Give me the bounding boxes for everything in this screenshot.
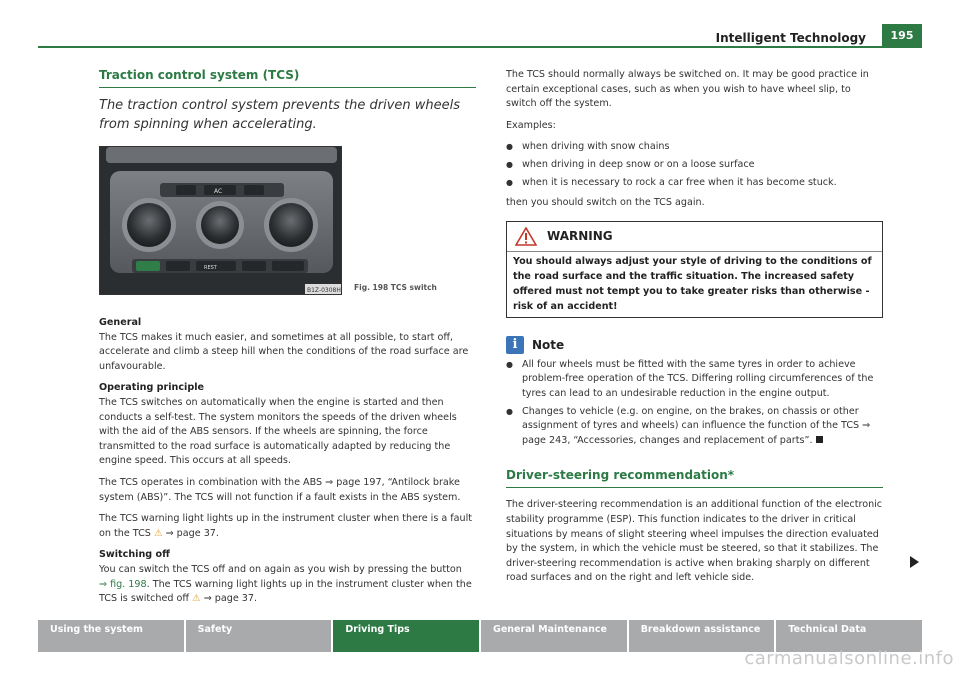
operating-principle-heading: Operating principle bbox=[99, 382, 205, 394]
warning-box bbox=[506, 221, 883, 318]
tcs-switch-photo bbox=[99, 146, 342, 295]
tab-safety[interactable]: Safety bbox=[186, 620, 332, 652]
section-title-dsr: Driver-steering recommendation* bbox=[506, 468, 883, 488]
tcs-warning-light-icon: ⚠ bbox=[153, 527, 163, 539]
abs-paragraph: The TCS operates in combination with the ABS ⇒ page 197, “Antilock brake system (ABS)”. The TCS will not function if a fault exists in the ABS system. bbox=[99, 476, 461, 503]
next-page-arrow-icon[interactable] bbox=[910, 556, 919, 568]
warning-triangle-icon bbox=[515, 227, 537, 246]
tab-breakdown-assistance[interactable]: Breakdown assistance bbox=[629, 620, 775, 652]
watermark: carmanualsonline.info bbox=[744, 648, 954, 669]
temperature-knob-left bbox=[127, 203, 171, 247]
tab-using-the-system[interactable]: Using the system bbox=[38, 620, 184, 652]
list-item: ● when it is necessary to rock a car free when it has become stuck. bbox=[506, 176, 883, 191]
fan-knob bbox=[201, 206, 239, 244]
temperature-knob-right bbox=[269, 203, 313, 247]
page-37-link-2[interactable]: ⇒ page 37. bbox=[200, 593, 258, 605]
note-list bbox=[506, 358, 883, 449]
list-item: ● when driving in deep snow or on a loose surface bbox=[506, 158, 883, 173]
figure-198 bbox=[99, 146, 476, 295]
intro-text: The TCS should normally always be switched on. It may be good practice in certain exceptional cases, such as when you wish to have wheel slip, to switch off the system. bbox=[506, 69, 869, 110]
figure-caption: Fig. 198 TCS switch bbox=[354, 283, 437, 292]
warning-title: WARNING bbox=[547, 229, 613, 244]
page-number: 195 bbox=[882, 24, 922, 46]
fig-198-link[interactable]: ⇒ fig. 198 bbox=[99, 578, 147, 590]
tcs-off-light-icon: ⚠ bbox=[192, 593, 201, 605]
section-lead: The traction control system prevents the driven wheels from spinning when accelerating. bbox=[99, 98, 461, 132]
ac-label: AC bbox=[214, 188, 223, 195]
info-icon: i bbox=[506, 336, 524, 354]
climate-panel-image bbox=[100, 147, 342, 295]
list-item: ● All four wheels must be fitted with the same tyres in order to achieve problem-free operation of the TCS. Differing rolling circumferences of the tyres can lead to an undesirable reduction in the engine output. bbox=[506, 358, 883, 402]
tcs-switch-button bbox=[136, 261, 160, 271]
section-title-tcs: Traction control system (TCS) bbox=[99, 68, 476, 88]
list-item: ● when driving with snow chains bbox=[506, 140, 883, 155]
abs-page-link[interactable]: ⇒ page 197, “Antilock brake system (ABS)”. The TCS will not function if a fault exists in the ABS system. bbox=[99, 476, 461, 503]
page-header bbox=[38, 28, 922, 48]
end-of-section-mark bbox=[816, 436, 823, 443]
list-item: ● Changes to vehicle (e.g. on engine, on the brakes, on chassis or other assignment of tyres and wheels) can influence the function of the TCS ⇒ page 243, “Accessories, changes and replacement of parts”. bbox=[506, 405, 883, 449]
warning-light-paragraph: The TCS warning light lights up in the instrument cluster when there is a fault on the TCS ⚠ ⇒ page 37. bbox=[99, 513, 473, 539]
operating-principle-text: The TCS switches on automatically when the engine is started and then conducts a self-test. The system monitors the speeds of the driven wheels with the aid of the ABS sensors. If the wheels are spinning, the force transmitted to the road surface is automatically adapted by reducing the engine speed. This occurs at all speeds. bbox=[99, 396, 457, 467]
examples-list bbox=[506, 140, 883, 190]
figure-code: B1Z-0308H bbox=[307, 287, 341, 294]
examples-label: Examples: bbox=[506, 119, 556, 131]
tab-technical-data[interactable]: Technical Data bbox=[776, 620, 922, 652]
switching-off-text: You can switch the TCS off and on again as you wish by pressing the button ⇒ fig. 198. The TCS warning light lights up in the instrument cluster when the TCS is switched off ⚠ ⇒ page 37. bbox=[99, 563, 472, 605]
dsr-text: The driver-steering recommendation is an additional function of the electronic stability programme (ESP). This function indicates to the driver in critical situations by means of slight steering wheel impulses the direction evaluated by the system, in which the vehicle must be steered, so that it stabilizes. The driver-steering recommendation is active when braking sharply on different road surfaces and on the right and left vehicle side. bbox=[506, 499, 883, 584]
page-37-link[interactable]: ⇒ page 37. bbox=[162, 527, 219, 539]
warning-text: You should always adjust your style of driving to the conditions of the road surface and the traffic situation. The increased safety offered must not tempt you to take greater risks than otherwise - risk of an accident! bbox=[513, 255, 872, 312]
left-column bbox=[99, 68, 476, 614]
rest-label: REST bbox=[204, 265, 217, 271]
general-text: The TCS makes it much easier, and sometimes at all possible, to start off, accelerate and climb a steep hill when the conditions of the road surface are unfavourable. bbox=[99, 331, 469, 372]
general-heading: General bbox=[99, 317, 142, 328]
note-header bbox=[506, 336, 883, 354]
tab-driving-tips[interactable]: Driving Tips bbox=[333, 620, 479, 652]
note-title: Note bbox=[532, 337, 565, 352]
tab-general-maintenance[interactable]: General Maintenance bbox=[481, 620, 627, 652]
then-text: then you should switch on the TCS again. bbox=[506, 197, 705, 209]
right-column bbox=[506, 68, 883, 593]
switching-off-heading: Switching off bbox=[99, 549, 170, 561]
chapter-title: Intelligent Technology bbox=[715, 31, 866, 45]
header-rule bbox=[38, 46, 922, 48]
